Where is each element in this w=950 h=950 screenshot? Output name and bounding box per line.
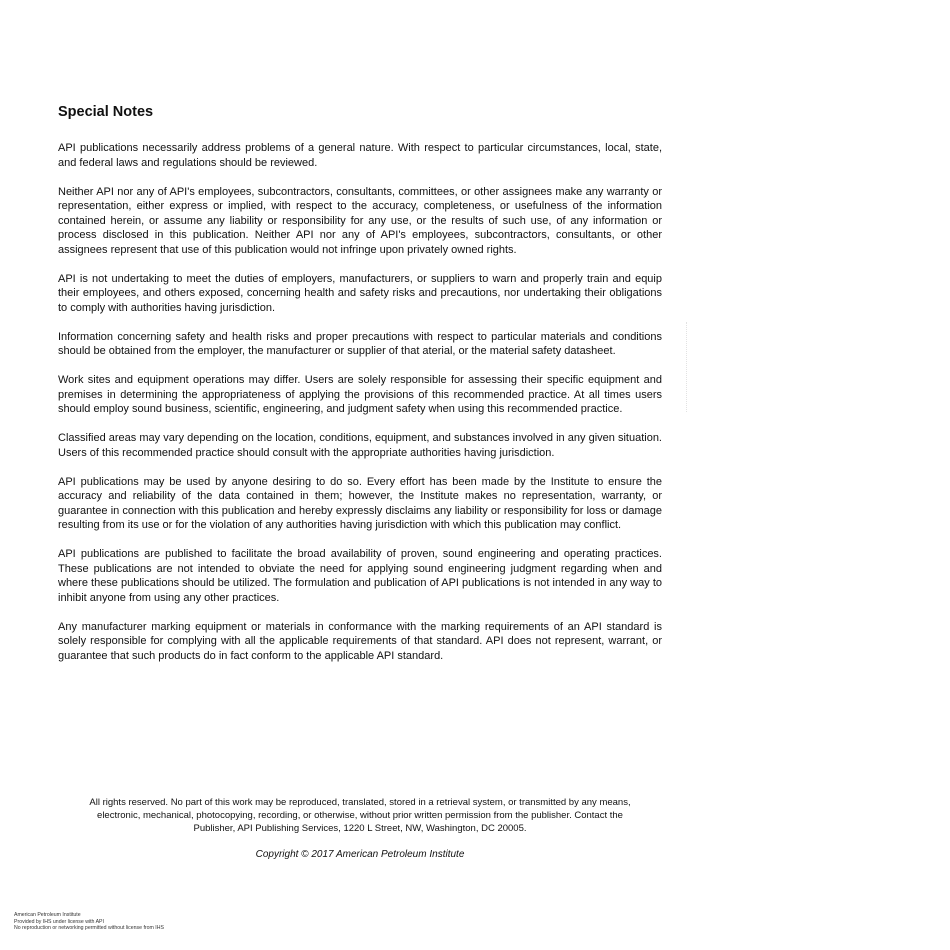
license-line: American Petroleum Institute bbox=[14, 912, 81, 918]
paragraph-warranty-disclaimer: Neither API nor any of API's employees, subcontractors, consultants, committees, or other assignees make any warranty or representation, either express or implied, with respect to the accuracy, completeness, or usefulness of the information contained herein, or assume any liability or responsibility for any use, or the results of such use, of any information or process disclosed in this publication. Neither API nor any of API's employees, subcontractors, consultants, or other assignees represent that use of this publication would not infringe upon privately owned rights. bbox=[58, 185, 662, 256]
margin-watermark-mark bbox=[686, 322, 693, 412]
paragraph-work-sites: Work sites and equipment operations may differ. Users are solely responsible for assessing their specific equipment and premises in determining the appropriateness of applying the provisions of this recommended practice. At all times users should employ sound business, scientific, engineering, and judgment safety when using this recommended practice. bbox=[58, 374, 662, 415]
license-line: Provided by IHS under license with API bbox=[14, 918, 104, 925]
rights-line: electronic, mechanical, photocopying, recording, or otherwise, without prior written permission from the publisher. Contact the bbox=[97, 810, 623, 821]
paragraph-employer-duties: API is not undertaking to meet the duties of employers, manufacturers, or suppliers to warn and properly train and equip their employees, and others exposed, concerning health and safety risks and precautions, nor undertaking their obligations to comply with authorities having jurisdiction. bbox=[58, 272, 662, 314]
rights-line: All rights reserved. No part of this work may be reproduced, translated, stored in a retrieval system, or transmitted by any means, bbox=[89, 797, 631, 808]
copyright-notice: Copyright © 2017 American Petroleum Institute bbox=[255, 849, 465, 860]
paragraph-marking-requirements: Any manufacturer marking equipment or materials in conformance with the marking requirements of an API standard is solely responsible for complying with all the applicable requirements of that standard. API does not represent, warrant, or guarantee that such products do in fact conform to the applicable API standard. bbox=[58, 620, 662, 662]
paragraph-classified-areas: Classified areas may vary depending on the location, conditions, equipment, and substances involved in any given situation. Users of this recommended practice should consult with the appropriate authorities having jurisdiction. bbox=[58, 432, 662, 459]
page-title: Special Notes bbox=[58, 104, 154, 120]
paragraph-purpose: API publications are published to facilitate the broad availability of proven, sound engineering and operating practices. These publications are not intended to obviate the need for applying sound engineering judgment regarding when and where these publications should be utilized. The formulation and publication of API publications is not intended in any way to inhibit anyone from using any other practices. bbox=[58, 548, 662, 604]
paragraph-safety-information: Information concerning safety and health risks and proper precautions with respect to particular materials and conditions should be obtained from the employer, the manufacturer or supplier of that aterial, or the material safety datasheet. bbox=[58, 330, 662, 357]
license-line: No reproduction or networking permitted without license from IHS bbox=[14, 925, 164, 931]
paragraph-usage-liability: API publications may be used by anyone desiring to do so. Every effort has been made by the Institute to ensure the accuracy and reliability of the data contained in them; however, the Institute makes no representation, warranty, or guarantee in connection with this publication and hereby expressly disclaims any liability or responsibility for loss or damage resulting from its use or for the violation of any authorities having jurisdiction with which this publication may conflict. bbox=[58, 475, 662, 531]
rights-notice bbox=[58, 796, 662, 861]
document-body bbox=[58, 103, 662, 678]
paragraph-general-nature: API publications necessarily address problems of a general nature. With respect to particular circumstances, local, state, and federal laws and regulations should be reviewed. bbox=[58, 142, 662, 169]
rights-line: Publisher, API Publishing Services, 1220 L Street, NW, Washington, DC 20005. bbox=[193, 823, 527, 834]
license-notice bbox=[14, 912, 164, 932]
